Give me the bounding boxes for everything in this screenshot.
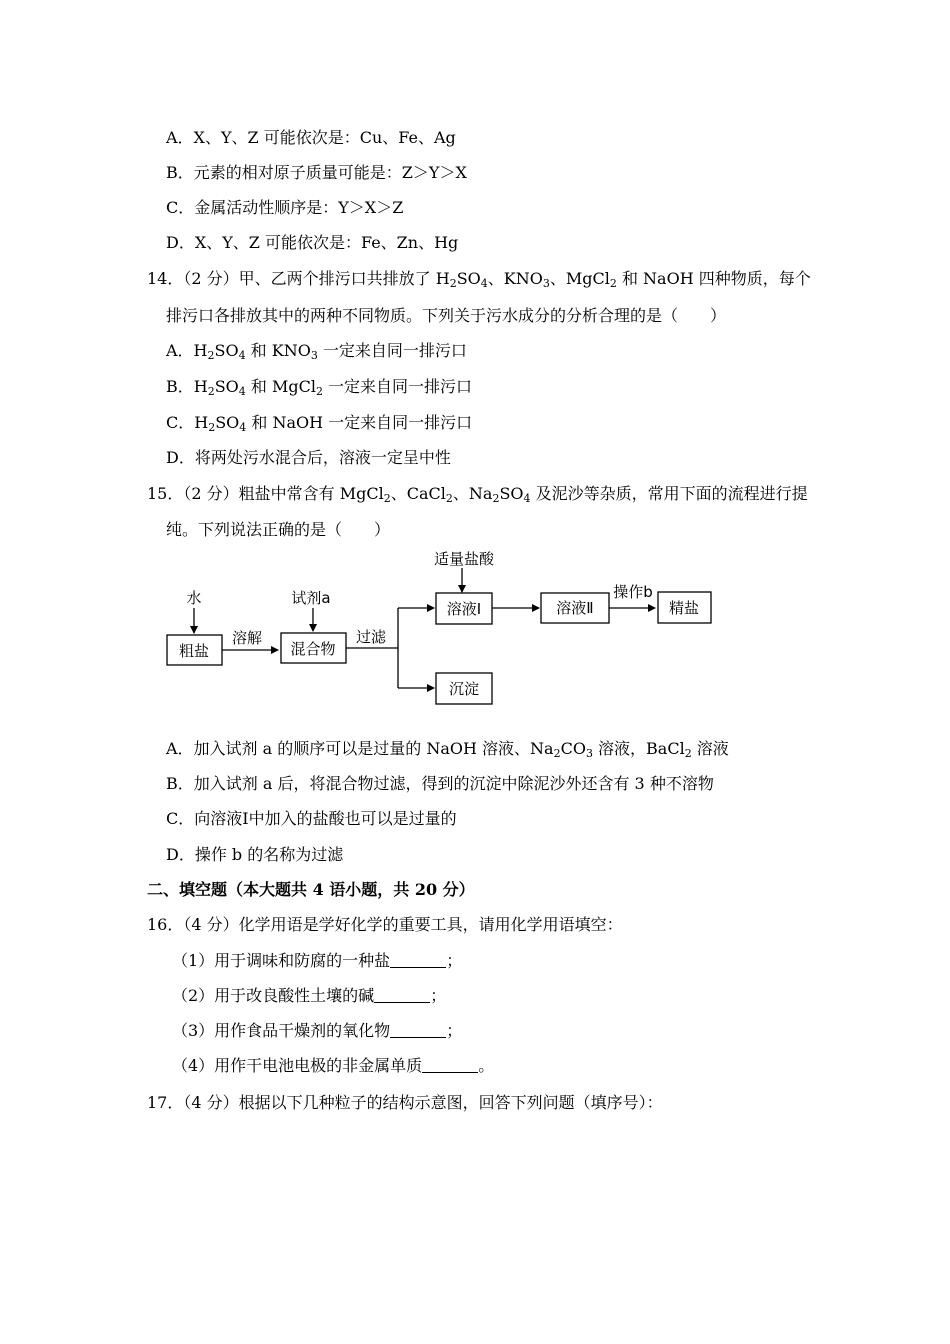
q14-stem-text: 、MgCl	[549, 269, 610, 288]
q14-option-c	[166, 413, 472, 433]
q15-option-b: B．加入试剂 a 后，将混合物过滤，得到的沉淀中除泥沙外还含有 3 种不溶物	[166, 774, 714, 793]
q13-option-b: B．元素的相对原子质量可能是：Z＞Y＞X	[166, 163, 467, 182]
q15-stem	[147, 484, 808, 504]
q15-option-d: D．操作 b 的名称为过滤	[166, 845, 344, 864]
subscript: 2	[449, 277, 457, 290]
q14-stem-text: 和 NaOH 四种物质，每个	[616, 269, 811, 288]
label-refined-salt: 精盐	[668, 599, 700, 617]
q13-option-c: C．金属活动性顺序是：Y＞X＞Z	[166, 198, 404, 217]
sub-text: 。	[478, 1056, 495, 1075]
subscript: 2	[609, 277, 617, 290]
option-text: 溶液，BaCl	[592, 739, 685, 758]
q15-stem-line2: 纯。下列说法正确的是（ ）	[166, 520, 391, 539]
label-mixture: 混合物	[290, 640, 336, 658]
q16-sub1	[172, 951, 462, 971]
sub-text: （2）用于改良酸性土壤的碱	[172, 986, 375, 1005]
q16-sub2	[172, 986, 446, 1006]
option-text: 和 MgCl	[245, 377, 316, 396]
q14-stem-text: 甲、乙两个排污口共排放了 H	[238, 269, 450, 288]
q14-number: 14．	[147, 269, 184, 288]
subscript: 3	[542, 277, 550, 290]
subscript: 2	[684, 747, 692, 760]
subscript: 4	[238, 349, 246, 362]
q14-score: （2 分）	[183, 269, 239, 288]
option-text: SO	[215, 413, 240, 432]
subscript: 2	[208, 421, 216, 434]
q16-sub4	[172, 1056, 494, 1076]
q16-stem-text: 化学用语是学好化学的重要工具，请用化学用语填空：	[238, 915, 623, 934]
q15-option-c: C．向溶液Ⅰ中加入的盐酸也可以是过量的	[166, 809, 457, 828]
q17-stem-text: 根据以下几种粒子的结构示意图，回答下列问题（填序号）：	[238, 1093, 663, 1112]
option-text: A．加入试剂 a 的顺序可以是过量的 NaOH 溶液、Na	[166, 739, 554, 758]
label-solution1: 溶液Ⅰ	[446, 600, 482, 618]
option-text: 溶液	[691, 739, 729, 758]
label-dissolve: 溶解	[231, 629, 263, 647]
answer-blank[interactable]	[390, 951, 446, 968]
sub-text: ；	[446, 1021, 463, 1040]
q17-stem	[147, 1093, 663, 1113]
sub-text: ；	[430, 986, 447, 1005]
label-filter: 过滤	[355, 628, 387, 646]
subscript: 2	[207, 385, 215, 398]
q14-stem-line2: 排污口各排放其中的两种不同物质。下列关于污水成分的分析合理的是（ ）	[166, 306, 727, 325]
option-text: CO	[560, 739, 586, 758]
q15-stem-text: 、Na	[452, 484, 493, 503]
label-water: 水	[186, 589, 202, 607]
sub-text: （4）用作干电池电极的非金属单质	[172, 1056, 423, 1075]
q16-stem	[147, 915, 623, 935]
q14-option-a	[166, 341, 467, 361]
label-precipitate: 沉淀	[448, 680, 480, 698]
q15-stem-text: 粗盐中常含有 MgCl	[238, 484, 384, 503]
option-text: 一定来自同一排污口	[317, 341, 467, 360]
label-hcl: 适量盐酸	[433, 550, 495, 568]
option-text: 一定来自同一排污口	[322, 377, 473, 396]
subscript: 2	[445, 492, 453, 505]
subscript: 2	[207, 349, 215, 362]
q13-option-a: A．X、Y、Z 可能依次是：Cu、Fe、Ag	[166, 128, 456, 147]
q14-option-b	[166, 377, 472, 397]
sub-text: ；	[446, 951, 463, 970]
q14-stem-text: 、KNO	[487, 269, 543, 288]
option-text: 和 KNO	[245, 341, 311, 360]
subscript: 2	[553, 747, 561, 760]
q15-stem-text: 及泥沙等杂质，常用下面的流程进行提	[530, 484, 808, 503]
sub-text: （3）用作食品干燥剂的氧化物	[172, 1021, 391, 1040]
q17-score: （4 分）	[183, 1093, 239, 1112]
option-text: C．H	[166, 413, 209, 432]
q14-stem-text: SO	[456, 269, 481, 288]
answer-blank[interactable]	[422, 1056, 478, 1073]
purification-flow-diagram	[160, 545, 720, 710]
q16-number: 16．	[147, 915, 184, 934]
q15-stem-text: SO	[499, 484, 524, 503]
subscript: 3	[310, 349, 318, 362]
option-text: SO	[214, 341, 239, 360]
option-text: B．H	[166, 377, 208, 396]
section-title: 二、填空题（本大题共 4 语小题，共 20 分）	[147, 880, 475, 899]
option-text: SO	[214, 377, 239, 396]
answer-blank[interactable]	[390, 1021, 446, 1038]
q15-score: （2 分）	[183, 484, 239, 503]
sub-text: （1）用于调味和防腐的一种盐	[172, 951, 391, 970]
subscript: 2	[492, 492, 500, 505]
q14-stem	[147, 269, 811, 289]
q15-option-a	[166, 739, 729, 759]
label-crude-salt: 粗盐	[178, 642, 210, 660]
subscript: 4	[239, 421, 247, 434]
option-text: A．H	[166, 341, 208, 360]
subscript: 4	[523, 492, 531, 505]
answer-blank[interactable]	[374, 986, 430, 1003]
label-operation-b: 操作b	[613, 583, 653, 601]
q13-option-d: D．X、Y、Z 可能依次是：Fe、Zn、Hg	[166, 233, 459, 252]
q16-sub3	[172, 1021, 462, 1041]
subscript: 2	[315, 385, 323, 398]
q14-option-d: D．将两处污水混合后，溶液一定呈中性	[166, 448, 451, 467]
q16-score: （4 分）	[183, 915, 239, 934]
label-solution2: 溶液Ⅱ	[556, 599, 594, 617]
q15-number: 15．	[147, 484, 184, 503]
option-text: 和 NaOH 一定来自同一排污口	[246, 413, 473, 432]
subscript: 4	[480, 277, 488, 290]
subscript: 2	[383, 492, 391, 505]
subscript: 4	[238, 385, 246, 398]
subscript: 3	[585, 747, 593, 760]
q17-number: 17．	[147, 1093, 184, 1112]
q15-stem-text: 、CaCl	[390, 484, 446, 503]
label-reagent-a: 试剂a	[291, 589, 331, 607]
